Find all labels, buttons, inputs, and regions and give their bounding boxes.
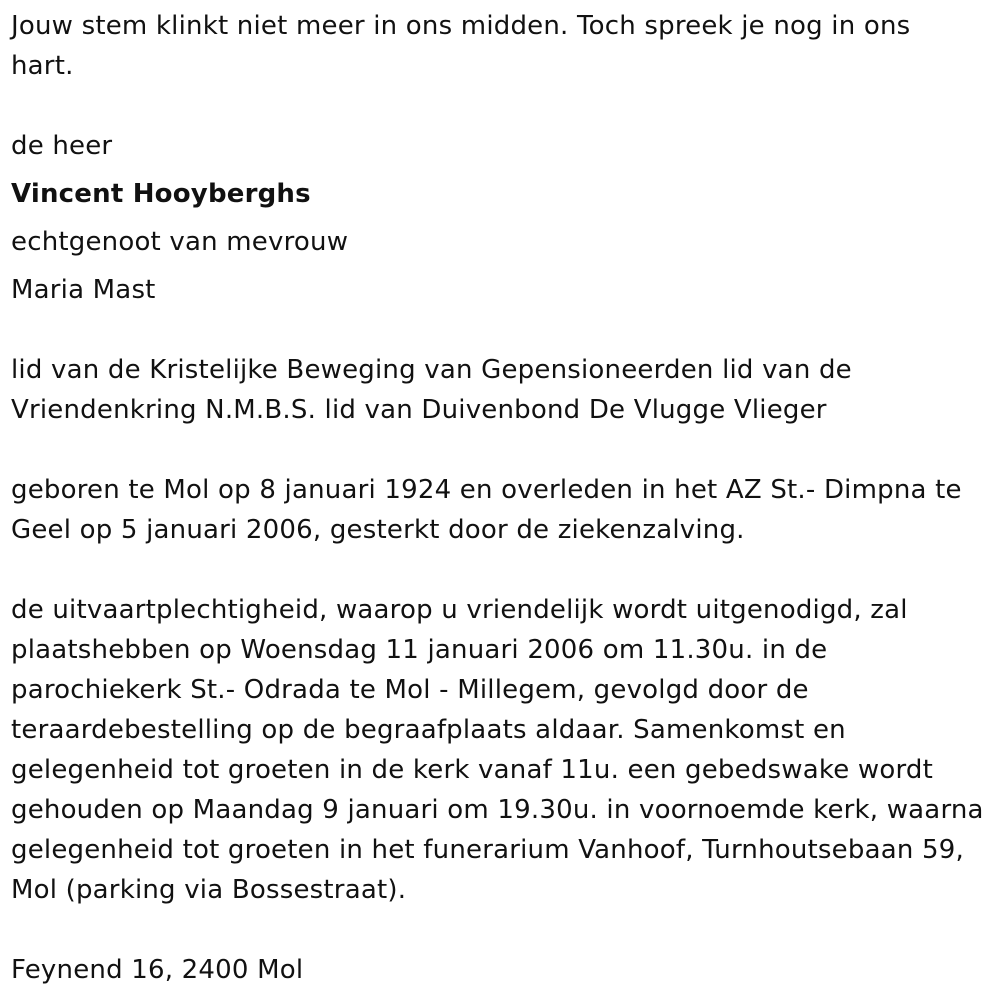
intro-line-1: Jouw stem klinkt niet meer in ons midden. Toch spreek je nog in ons	[11, 11, 911, 41]
title-prefix: de heer	[11, 131, 113, 161]
funeral-line-3: parochiekerk St.- Odrada te Mol - Millegem, gevolgd door de	[11, 675, 809, 705]
funeral-line-1: de uitvaartplechtigheid, waarop u vriendelijk wordt uitgenodigd, zal	[11, 595, 908, 625]
spouse-name: Maria Mast	[11, 275, 156, 305]
funeral-line-4: teraardebestelling op de begraafplaats aldaar. Samenkomst en	[11, 715, 846, 745]
funeral-line-2: plaatshebben op Woensdag 11 januari 2006 om 11.30u. in de	[11, 635, 828, 665]
birth-death-line-1: geboren te Mol op 8 januari 1924 en overleden in het AZ St.- Dimpna te	[11, 475, 962, 505]
funeral-line-6: gehouden op Maandag 9 januari om 19.30u. in voornoemde kerk, waarna	[11, 795, 984, 825]
memberships-line-2: Vriendenkring N.M.B.S. lid van Duivenbond De Vlugge Vlieger	[11, 395, 827, 425]
address: Feynend 16, 2400 Mol	[11, 955, 304, 985]
funeral-line-5: gelegenheid tot groeten in de kerk vanaf 11u. een gebedswake wordt	[11, 755, 933, 785]
memberships-line-1: lid van de Kristelijke Beweging van Gepensioneerden lid van de	[11, 355, 852, 385]
intro-line-2: hart.	[11, 51, 74, 81]
funeral-line-7: gelegenheid tot groeten in het funerarium Vanhoof, Turnhoutsebaan 59,	[11, 835, 964, 865]
funeral-line-8: Mol (parking via Bossestraat).	[11, 875, 407, 905]
birth-death-line-2: Geel op 5 januari 2006, gesterkt door de ziekenzalving.	[11, 515, 745, 545]
deceased-name: Vincent Hooyberghs	[11, 179, 311, 209]
spouse-label: echtgenoot van mevrouw	[11, 227, 349, 257]
